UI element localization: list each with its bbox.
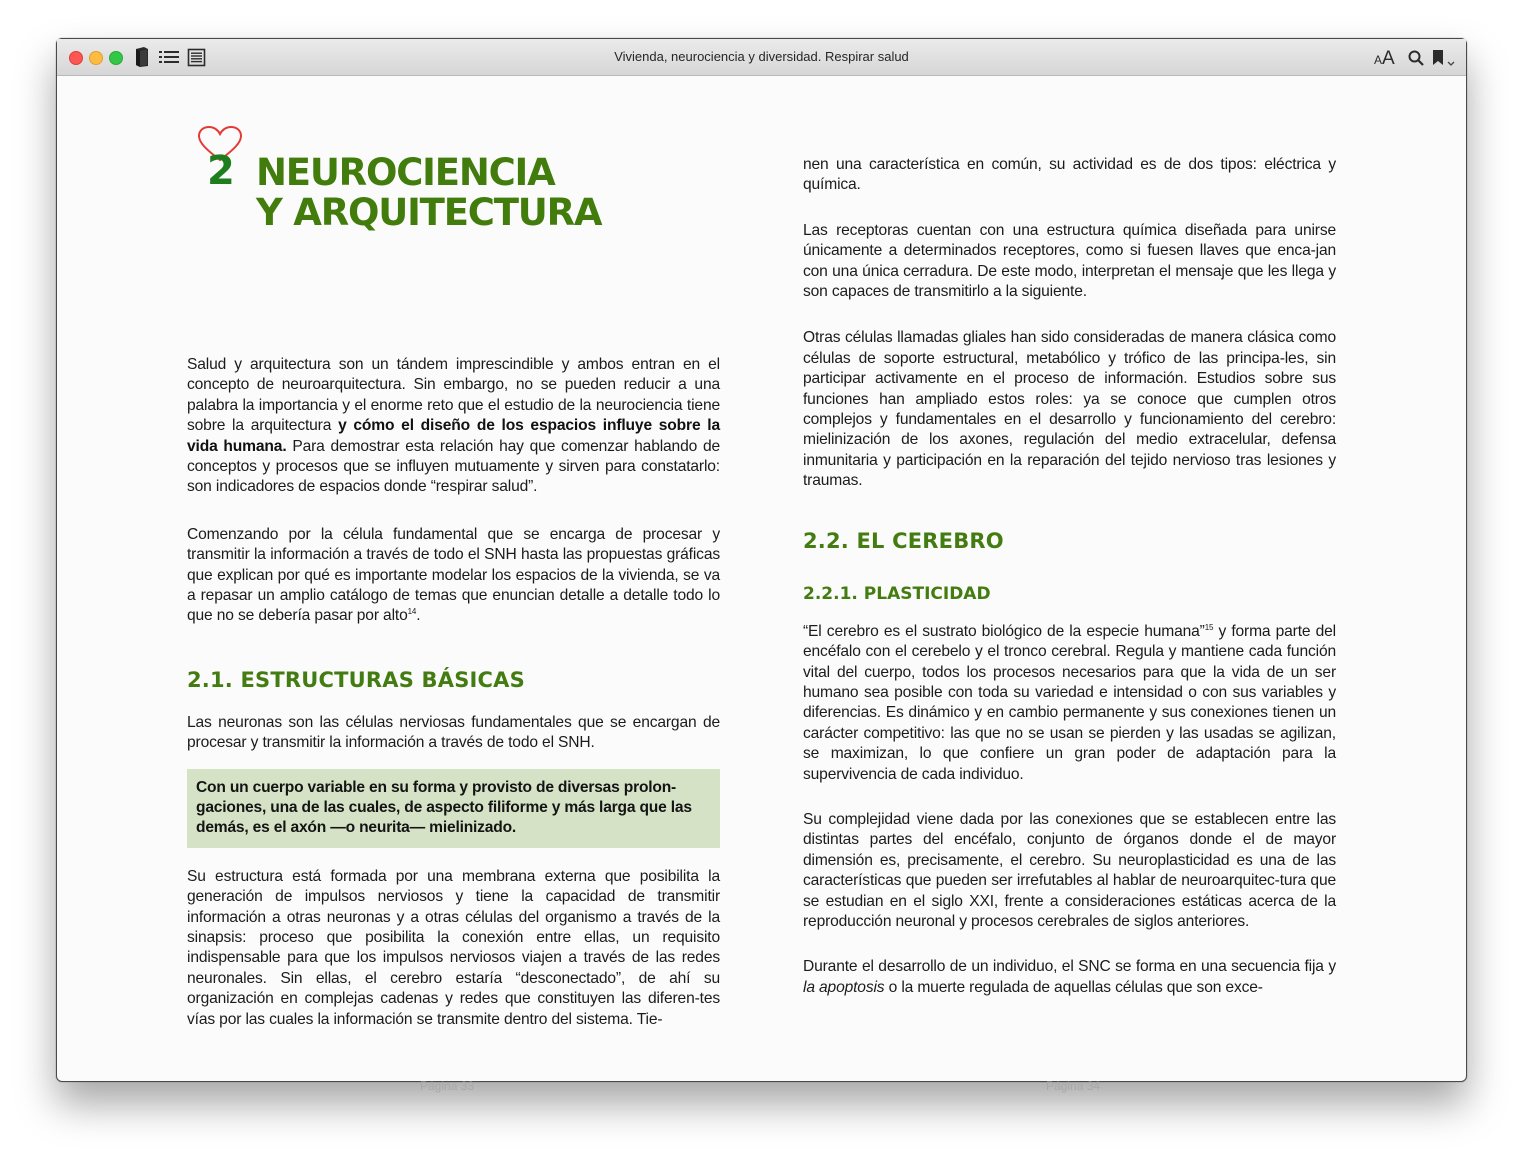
- highlight-text: Con un cuerpo variable en su forma y provisto de diversas prolon-gaciones, una de las cuales, de aspecto filiforme y más larga que las demás, es el axón —o neurita— mielinizado.: [196, 778, 692, 836]
- left-page: [187, 355, 720, 1030]
- right-paragraph-4-text: y forma parte del encéfalo con el cerebelo y el tronco cerebral. Regula y mantiene cada función vital del cuerpo, todos los procesos necesarios para que la vida de un ser humano sea posible con toda su variedad e intensidad o con sus variables y diferencias. Es dinámico y en cambio permanente y sus conexiones tienen un carácter competitivo: las que no se usan se pierden y las usadas se agilizan, se maximizan, lo que confiere un gran poder de adaptación para la supervivencia de cada individuo.: [803, 622, 1336, 783]
- highlight-box: [187, 769, 720, 848]
- intro-text-1: Salud y arquitectura son un tándem imprescindible y ambos entran en el concepto de neuroarquitectura. Sin embargo, no se pueden reducir a una palabra la importancia y el enorme reto que el estudio de la neurociencia tiene sobre la arquitectura: [187, 356, 720, 435]
- book-spread: [57, 76, 1466, 1093]
- intro-text-2: Para demostrar esta relación hay que comenzar hablando de conceptos y procesos que se influyen mutuamente y sirven para constatarlo: son indicadores de espacios donde “respirar salud”.: [187, 437, 721, 496]
- title-bar: [57, 39, 1466, 76]
- chapter-title: [256, 153, 601, 233]
- paragraph-2-text: Comenzando por la célula fundamental que se encarga de procesar y transmitir la información a través de todo el SNH hasta las propuestas gráficas que explican por qué es importante modelar los espacios de la vivienda, se va a repasar un amplio catálogo de temas que enuncian detalle a detalle todo lo que no se debería pasar por alto: [187, 525, 720, 625]
- font-size-large-label: A: [1382, 48, 1395, 69]
- chapter-title-line1: NEUROCIENCIA: [256, 151, 555, 194]
- quote-text: “El cerebro es el sustrato biológico de la especie humana”: [803, 622, 1205, 640]
- right-paragraph-6-start: Durante el desarrollo de un individuo, el SNC se forma en una secuencia fija y: [803, 958, 1336, 976]
- footnote-14[interactable]: 14: [407, 607, 417, 617]
- right-paragraph-3: Otras células llamadas gliales han sido consideradas de manera clásica como células de soporte estructural, metabólico y trófico de las principa-les, sin participar activamente en el proceso de información. Estudios sobre sus funciones han ampliado estos roles: ya se conoce que cumplen otros complejos y fundamentales en el desarrollo y funcionamiento del cerebro: mielinización de los axones, regulación del medio extracelular, defensa inmunitaria y participación en la reparación del tejido nervioso tras lesiones y traumas.: [803, 329, 1336, 490]
- right-page: [803, 155, 1336, 998]
- right-paragraph-5: Su complejidad viene dada por las conexiones que se establecen entre las distintas partes del encéfalo, conjunto de órganos donde el de mayor dimensión es, precisamente, el cerebro. Su neuroplasticidad es una de las características que pueden ser irrefutables al hablar de neuroarquitec-tura que se estudian en el siglo XXI, frente a consideraciones estáticas acerca de la reproducción neuronal y procesos cerebrales de siglos anteriores.: [803, 810, 1336, 930]
- right-paragraph-6-end: o la muerte regulada de aquellas células que son exce-: [884, 978, 1263, 996]
- right-paragraph-2: Las receptoras cuentan con una estructura química diseñada para unirse únicamente a determinados receptores, como si fuesen llaves que enca-jan con una única cerradura. De este modo, interpretan el mensaje que les llega y son capaces de transmitirlo a la siguiente.: [803, 221, 1336, 301]
- footnote-15[interactable]: 15: [1204, 622, 1214, 632]
- font-size-small-label: A: [1374, 53, 1383, 67]
- italic-apoptosis: la apoptosis: [803, 978, 885, 996]
- paragraph-2: [187, 525, 720, 627]
- search-icon[interactable]: [1408, 50, 1424, 71]
- paragraph-3: Las neuronas son las células nerviosas fundamentales que se encargan de procesar y transmitir la información a través de todo el SNH.: [187, 713, 720, 752]
- book-reader-window: [56, 38, 1467, 1093]
- section-heading-2-2: 2.2. EL CEREBRO: [803, 528, 1004, 553]
- bookmark-icon[interactable]: [1433, 50, 1443, 70]
- paragraph-4: Su estructura está formada por una membrana externa que posibilita la generación de impulsos nerviosos y tiene la capacidad de transmitir información a otras neuronas y a otras células del organismo a través de la sinapsis: proceso que posibilita la conexión entre ellas, un requisito indispensable para que los impulsos nerviosos viajen a través de las redes neuronales. Sin ellas, el cerebro estaría “desconectado”, de ahí su organización en complejas cadenas y redes que constituyen las diferen-tes vías por las cuales la información se transmite dentro del sistema. Tie-: [187, 867, 720, 1028]
- page-number-right: Página 34: [1046, 1079, 1101, 1093]
- right-paragraph-1: nen una característica en común, su actividad es de dos tipos: eléctrica y química.: [803, 156, 1336, 194]
- chevron-down-icon[interactable]: [1447, 54, 1455, 72]
- paragraph-2-end: .: [416, 607, 421, 625]
- right-paragraph-4: [803, 622, 1336, 785]
- intro-paragraph: [187, 355, 720, 498]
- font-size-button[interactable]: [1374, 48, 1395, 70]
- intro-bold-text: y cómo el diseño de los espacios influye sobre la vida humana.: [187, 417, 720, 455]
- window-title: Vivienda, neurociencia y diversidad. Respirar salud: [614, 49, 909, 64]
- page-number-left: Página 33: [420, 1079, 475, 1093]
- section-heading-2-1: 2.1. ESTRUCTURAS BÁSICAS: [187, 667, 525, 692]
- right-paragraph-6: [803, 957, 1336, 998]
- section-heading-2-2-1: 2.2.1. PLASTICIDAD: [803, 583, 991, 604]
- chapter-number: 2: [207, 148, 235, 194]
- chapter-title-line2: Y ARQUITECTURA: [256, 191, 602, 234]
